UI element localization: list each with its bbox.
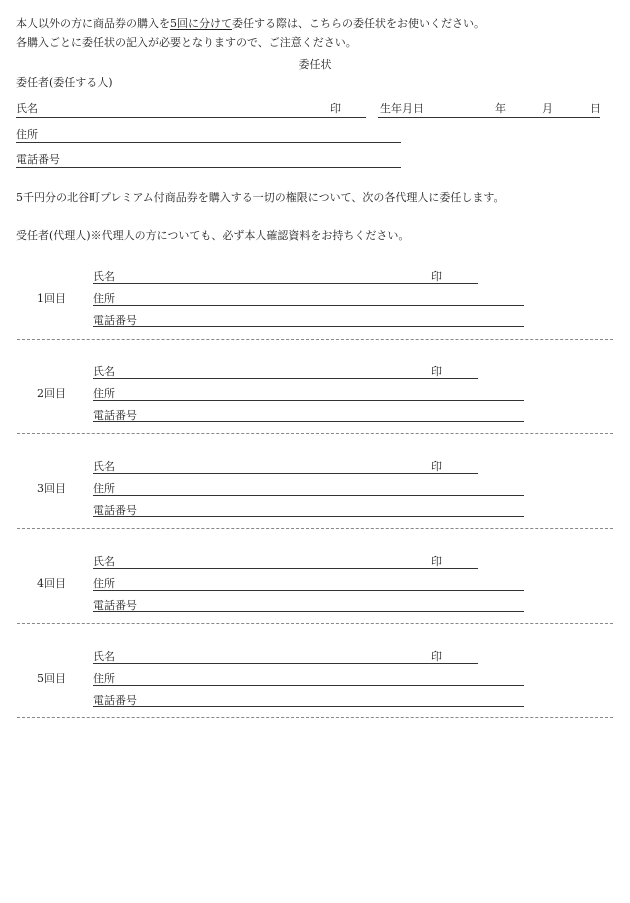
delegator-seal-label: 印 — [330, 102, 341, 115]
round-block — [0, 360, 630, 455]
proxy-name-field[interactable] — [93, 568, 478, 569]
delegator-birth-label: 生年月日 — [380, 102, 424, 115]
delegator-name-field[interactable] — [16, 117, 366, 118]
proxy-address-label: 住所 — [93, 387, 115, 400]
round-label: 4回目 — [37, 577, 66, 590]
proxy-name-field[interactable] — [93, 473, 478, 474]
round-block — [0, 550, 630, 645]
intro-line-1 — [16, 17, 485, 31]
round-label: 3回目 — [37, 482, 66, 495]
round-label: 5回目 — [37, 672, 66, 685]
proxy-name-field[interactable] — [93, 378, 478, 379]
intro-highlight: 5回に分けて — [170, 17, 232, 30]
divider — [17, 623, 613, 624]
proxy-address-field[interactable] — [93, 305, 524, 306]
delegator-month-label: 月 — [542, 102, 553, 115]
round-label: 2回目 — [37, 387, 66, 400]
proxy-address-field[interactable] — [93, 400, 524, 401]
delegator-heading: 委任者(委任する人) — [16, 76, 113, 89]
proxy-name-label: 氏名 — [93, 555, 115, 568]
proxy-phone-field[interactable] — [93, 706, 524, 707]
divider — [17, 717, 613, 718]
proxy-phone-label: 電話番号 — [93, 314, 137, 327]
proxy-seal-label: 印 — [431, 270, 442, 283]
round-block — [0, 645, 630, 740]
proxy-address-field[interactable] — [93, 590, 524, 591]
proxy-address-label: 住所 — [93, 577, 115, 590]
proxy-seal-label: 印 — [431, 460, 442, 473]
proxy-seal-label: 印 — [431, 650, 442, 663]
proxy-address-label: 住所 — [93, 292, 115, 305]
proxy-address-label: 住所 — [93, 482, 115, 495]
delegator-day-label: 日 — [590, 102, 601, 115]
proxy-address-field[interactable] — [93, 685, 524, 686]
divider — [17, 433, 613, 434]
delegator-year-label: 年 — [495, 102, 506, 115]
proxy-phone-field[interactable] — [93, 611, 524, 612]
form-title: 委任状 — [298, 58, 332, 71]
divider — [17, 528, 613, 529]
proxy-phone-field[interactable] — [93, 421, 524, 422]
proxy-phone-label: 電話番号 — [93, 504, 137, 517]
round-label: 1回目 — [37, 292, 66, 305]
delegator-birth-field[interactable] — [378, 117, 600, 118]
intro-line-2: 各購入ごとに委任状の記入が必要となりますので、ご注意ください。 — [16, 36, 357, 49]
delegation-statement: 5千円分の北谷町プレミアム付商品券を購入する一切の権限について、次の各代理人に委任します。 — [16, 191, 505, 204]
proxy-address-label: 住所 — [93, 672, 115, 685]
proxy-phone-label: 電話番号 — [93, 599, 137, 612]
proxy-heading: 受任者(代理人)※代理人の方についても、必ず本人確認資料をお持ちください。 — [16, 229, 410, 242]
delegator-phone-label: 電話番号 — [16, 153, 60, 166]
proxy-name-field[interactable] — [93, 663, 478, 664]
proxy-phone-field[interactable] — [93, 516, 524, 517]
proxy-phone-label: 電話番号 — [93, 409, 137, 422]
proxy-name-label: 氏名 — [93, 270, 115, 283]
divider — [17, 339, 613, 340]
delegator-address-field[interactable] — [16, 142, 401, 143]
proxy-phone-field[interactable] — [93, 326, 524, 327]
proxy-address-field[interactable] — [93, 495, 524, 496]
proxy-seal-label: 印 — [431, 365, 442, 378]
proxy-name-label: 氏名 — [93, 365, 115, 378]
proxy-seal-label: 印 — [431, 555, 442, 568]
round-block — [0, 455, 630, 550]
proxy-name-label: 氏名 — [93, 460, 115, 473]
delegator-address-label: 住所 — [16, 128, 38, 141]
round-block — [0, 265, 630, 360]
delegator-phone-field[interactable] — [16, 167, 401, 168]
delegator-name-label: 氏名 — [16, 102, 38, 115]
intro-text: 本人以外の方に商品券の購入を — [16, 17, 170, 30]
proxy-name-label: 氏名 — [93, 650, 115, 663]
proxy-name-field[interactable] — [93, 283, 478, 284]
proxy-phone-label: 電話番号 — [93, 694, 137, 707]
intro-text: 委任する際は、こちらの委任状をお使いください。 — [232, 17, 485, 30]
